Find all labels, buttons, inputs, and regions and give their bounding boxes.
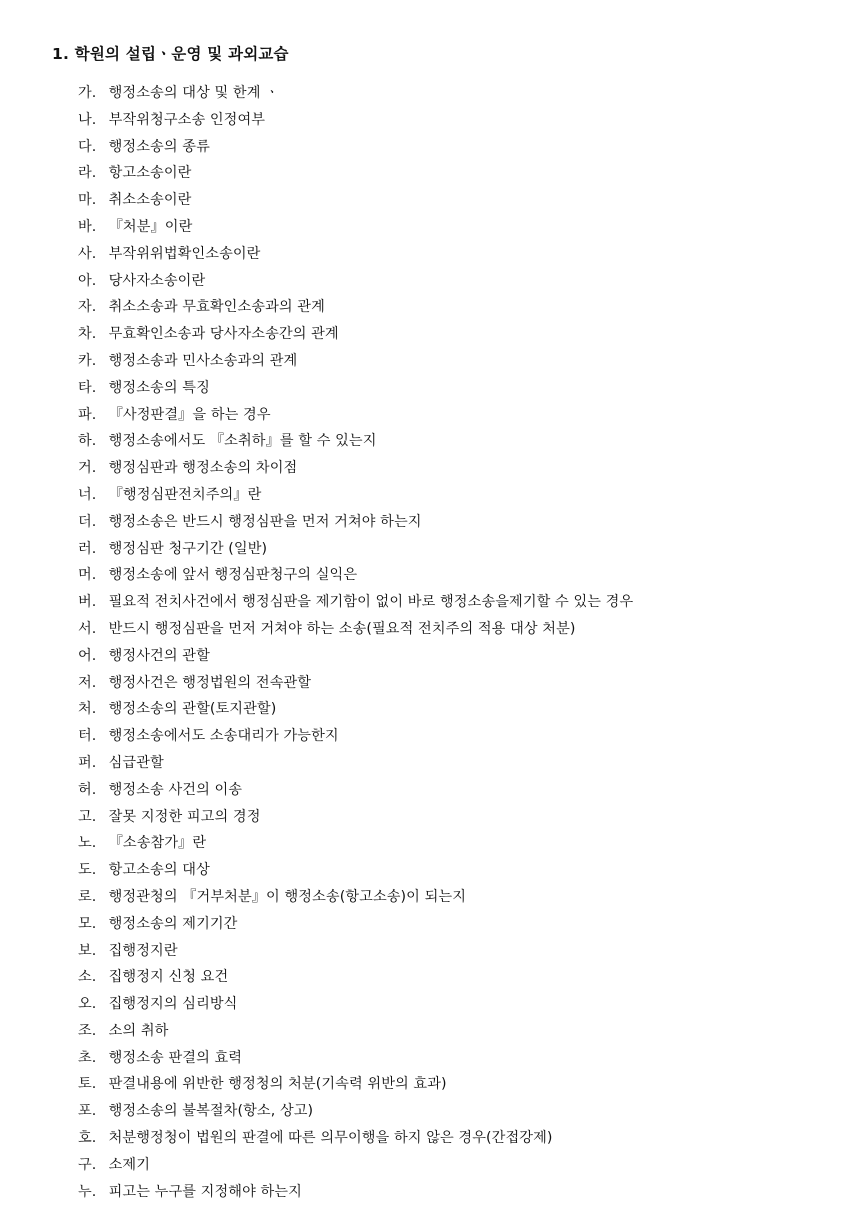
toc-item bbox=[78, 884, 633, 911]
toc-item-marker: 카. bbox=[78, 352, 97, 369]
toc-item-text: 『행정심판전치주의』란 bbox=[108, 486, 262, 503]
toc-item-text: 반드시 행정심판을 먼저 거쳐야 하는 소송(필요적 전치주의 적용 대상 처분) bbox=[108, 620, 576, 637]
toc-item-text: 행정사건의 관할 bbox=[108, 647, 210, 664]
toc-item-marker: 소. bbox=[78, 969, 97, 986]
toc-item-text: 행정소송에서도 소송대리가 가능한지 bbox=[108, 728, 339, 745]
toc-item-text: 행정소송의 관할(토지관할) bbox=[108, 701, 277, 718]
toc-item-marker: 구. bbox=[78, 1156, 97, 1173]
toc-item-text: 집행정지란 bbox=[108, 942, 178, 959]
toc-item bbox=[78, 241, 633, 268]
toc-item bbox=[78, 991, 633, 1018]
toc-item bbox=[78, 1152, 633, 1179]
toc-item-text: 잘못 지정한 피고의 경정 bbox=[108, 808, 261, 825]
toc-item bbox=[78, 938, 633, 965]
toc-item-marker: 토. bbox=[78, 1076, 97, 1093]
toc-item bbox=[78, 1125, 633, 1152]
toc-item-marker: 버. bbox=[78, 594, 97, 611]
toc-item-text: 행정소송의 특징 bbox=[108, 379, 210, 396]
toc-item-marker: 라. bbox=[78, 165, 97, 182]
toc-item-text: 행정사건은 행정법원의 전속관할 bbox=[108, 674, 312, 691]
toc-item bbox=[78, 589, 633, 616]
toc-item bbox=[78, 643, 633, 670]
toc-item bbox=[78, 80, 633, 107]
toc-item-text: 부작위청구소송 인정여부 bbox=[108, 111, 266, 128]
toc-item-marker: 고. bbox=[78, 808, 97, 825]
toc-item-text: 처분행정청이 법원의 판결에 따른 의무이행을 하지 않은 경우(간접강제) bbox=[108, 1130, 553, 1147]
toc-item bbox=[78, 777, 633, 804]
toc-item-text: 행정소송 사건의 이송 bbox=[108, 781, 243, 798]
toc-item bbox=[78, 321, 633, 348]
toc-item bbox=[78, 723, 633, 750]
toc-item-marker: 가. bbox=[78, 85, 97, 101]
toc-item bbox=[78, 1071, 633, 1098]
toc-item bbox=[78, 107, 633, 134]
toc-item-marker: 너. bbox=[78, 486, 97, 503]
toc-item bbox=[78, 670, 633, 697]
toc-item-marker: 조. bbox=[78, 1022, 97, 1039]
toc-item-marker: 터. bbox=[78, 728, 97, 745]
toc-item-text: 항고소송의 대상 bbox=[108, 862, 210, 879]
toc-item-text: 행정소송의 제기기간 bbox=[108, 915, 238, 932]
toc-item-text: 취소소송과 무효확인소송과의 관계 bbox=[108, 299, 325, 316]
toc-item-marker: 다. bbox=[78, 138, 97, 155]
toc-item-text: 행정심판과 행정소송의 차이점 bbox=[108, 460, 298, 477]
toc-item bbox=[78, 482, 633, 509]
toc-item-text: 행정소송에서도 『소취하』를 할 수 있는지 bbox=[108, 433, 377, 450]
toc-item-marker: 사. bbox=[78, 245, 97, 262]
toc-item-marker: 누. bbox=[78, 1183, 97, 1200]
toc-item bbox=[78, 857, 633, 884]
toc-item bbox=[78, 1045, 633, 1072]
toc-item-text: 부작위위법확인소송이란 bbox=[108, 245, 261, 262]
toc-item-text: 행정소송의 대상 및 한계 ㆍ bbox=[108, 85, 279, 101]
toc-item-marker: 호. bbox=[78, 1130, 97, 1147]
toc-item bbox=[78, 964, 633, 991]
toc-item-text: 항고소송이란 bbox=[108, 165, 192, 182]
toc-item bbox=[78, 1018, 633, 1045]
toc-item-marker: 처. bbox=[78, 701, 97, 718]
toc-item-text: 『소송참가』란 bbox=[108, 835, 207, 852]
toc-item bbox=[78, 268, 633, 295]
toc-item-text: 행정소송에 앞서 행정심판청구의 실익은 bbox=[108, 567, 358, 584]
toc-item-marker: 노. bbox=[78, 835, 97, 852]
toc-item bbox=[78, 160, 633, 187]
toc-item bbox=[78, 428, 633, 455]
toc-item bbox=[78, 509, 633, 536]
toc-item-marker: 하. bbox=[78, 433, 97, 450]
toc-item-text: 소제기 bbox=[108, 1156, 151, 1173]
toc-item-marker: 거. bbox=[78, 460, 97, 477]
toc-item-text: 『처분』이란 bbox=[108, 218, 193, 235]
toc-item-marker: 보. bbox=[78, 942, 97, 959]
toc-item bbox=[78, 750, 633, 777]
toc-item-text: 행정소송 판결의 효력 bbox=[108, 1049, 243, 1066]
toc-item-marker: 머. bbox=[78, 567, 97, 584]
toc-item-marker: 오. bbox=[78, 996, 97, 1013]
toc-item-marker: 로. bbox=[78, 888, 97, 905]
toc-item bbox=[78, 187, 633, 214]
toc-item-marker: 초. bbox=[78, 1049, 97, 1066]
section-heading: 1. 학원의 설립ㆍ운영 및 과외교습 bbox=[52, 45, 289, 63]
toc-item-text: 소의 취하 bbox=[108, 1022, 169, 1039]
toc-item-marker: 도. bbox=[78, 862, 97, 879]
toc-item-text: 무효확인소송과 당사자소송간의 관계 bbox=[108, 326, 339, 343]
toc-item-marker: 나. bbox=[78, 111, 97, 128]
toc-item bbox=[78, 1098, 633, 1125]
toc-item bbox=[78, 562, 633, 589]
toc-item-marker: 러. bbox=[78, 540, 97, 557]
toc-item bbox=[78, 830, 633, 857]
toc-item-marker: 더. bbox=[78, 513, 97, 530]
table-of-contents bbox=[78, 80, 633, 1205]
toc-item-text: 피고는 누구를 지정해야 하는지 bbox=[108, 1183, 302, 1200]
toc-item-text: 필요적 전치사건에서 행정심판을 제기함이 없이 바로 행정소송을제기할 수 있는 경우 bbox=[108, 594, 634, 611]
toc-item-text: 집행정지 신청 요건 bbox=[108, 969, 229, 986]
toc-item-marker: 모. bbox=[78, 915, 97, 932]
toc-item-marker: 허. bbox=[78, 781, 97, 798]
toc-item bbox=[78, 455, 633, 482]
toc-item-text: 행정소송은 반드시 행정심판을 먼저 거쳐야 하는지 bbox=[108, 513, 422, 530]
toc-item-marker: 마. bbox=[78, 192, 97, 209]
toc-item-marker: 포. bbox=[78, 1103, 97, 1120]
toc-item-marker: 퍼. bbox=[78, 754, 97, 771]
toc-item-marker: 아. bbox=[78, 272, 97, 289]
toc-item bbox=[78, 536, 633, 563]
toc-item-text: 행정심판 청구기간 (일반) bbox=[108, 540, 268, 557]
toc-item-text: 집행정지의 심리방식 bbox=[108, 996, 238, 1013]
toc-item bbox=[78, 402, 633, 429]
toc-item-text: 판결내용에 위반한 행정청의 처분(기속력 위반의 효과) bbox=[108, 1076, 447, 1093]
toc-item-marker: 저. bbox=[78, 674, 97, 691]
toc-item-marker: 어. bbox=[78, 647, 97, 664]
toc-item bbox=[78, 294, 633, 321]
toc-item-text: 당사자소송이란 bbox=[108, 272, 206, 289]
toc-item-marker: 바. bbox=[78, 218, 97, 235]
toc-item-marker: 타. bbox=[78, 379, 97, 396]
toc-item bbox=[78, 804, 633, 831]
toc-item-text: 심급관할 bbox=[108, 754, 164, 771]
toc-item bbox=[78, 696, 633, 723]
toc-item-text: 『사정판결』을 하는 경우 bbox=[108, 406, 271, 423]
toc-item bbox=[78, 214, 633, 241]
toc-item-marker: 서. bbox=[78, 620, 97, 637]
toc-item bbox=[78, 375, 633, 402]
toc-item bbox=[78, 911, 633, 938]
toc-item bbox=[78, 348, 633, 375]
toc-item bbox=[78, 616, 633, 643]
toc-item-text: 행정소송의 종류 bbox=[108, 138, 210, 155]
toc-item-text: 행정소송과 민사소송과의 관계 bbox=[108, 352, 298, 369]
toc-item-marker: 자. bbox=[78, 299, 97, 316]
toc-item-text: 취소소송이란 bbox=[108, 192, 192, 209]
toc-item-text: 행정소송의 불복절차(항소, 상고) bbox=[108, 1103, 314, 1120]
toc-item-marker: 파. bbox=[78, 406, 97, 423]
toc-item bbox=[78, 134, 633, 161]
toc-item-text: 행정관청의 『거부처분』이 행정소송(항고소송)이 되는지 bbox=[108, 888, 467, 905]
toc-item-marker: 차. bbox=[78, 326, 97, 343]
toc-item bbox=[78, 1179, 633, 1206]
